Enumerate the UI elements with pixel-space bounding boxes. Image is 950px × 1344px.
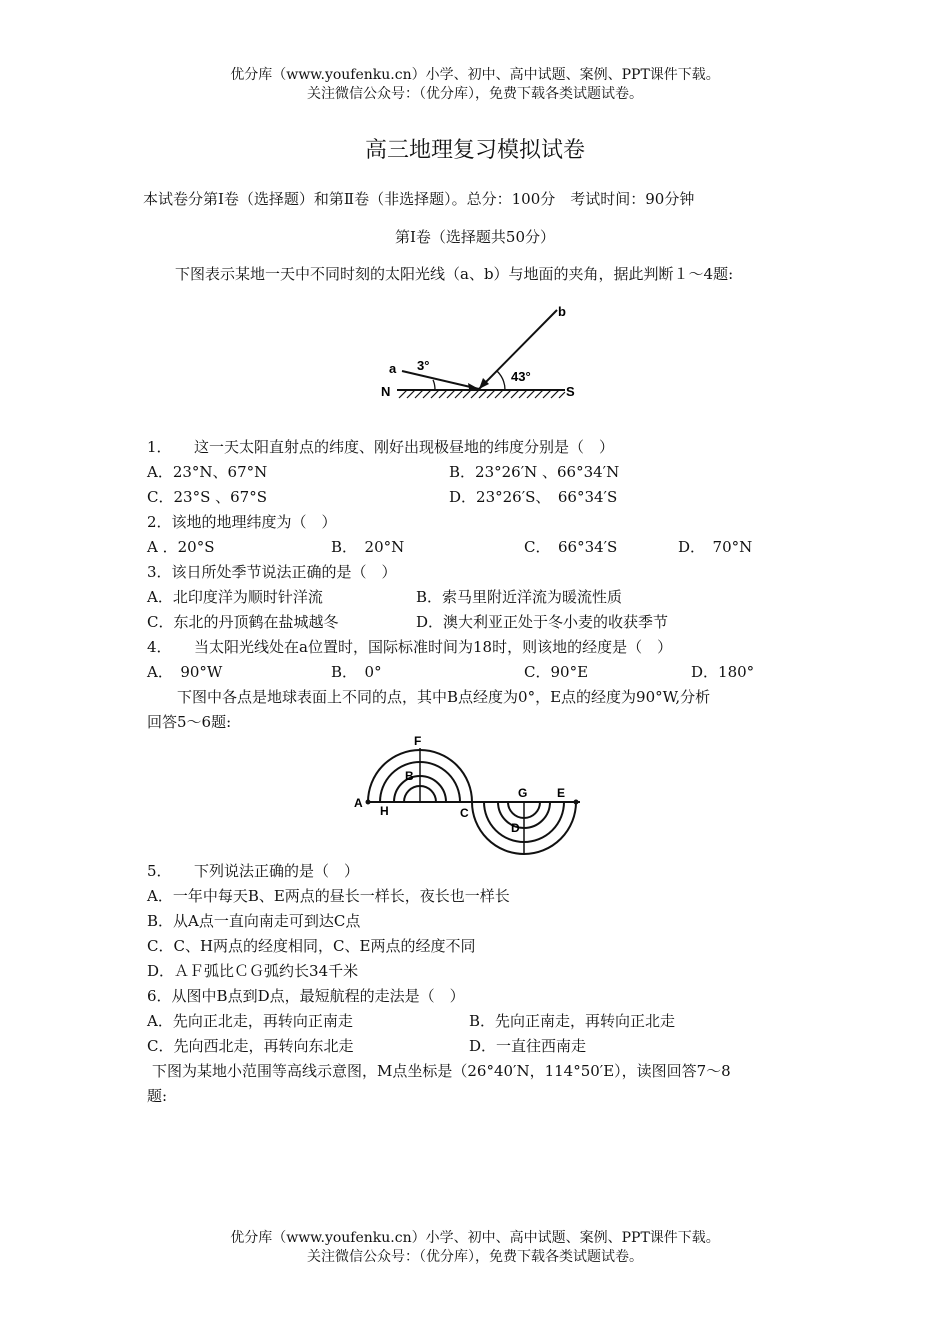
q4-option-b[interactable]: B． 0° (331, 663, 382, 681)
q2-option-d[interactable]: D． 70°N (678, 538, 753, 556)
q6-option-d[interactable]: D．一直往西南走 (469, 1037, 587, 1055)
label-a: a (389, 361, 397, 376)
point-d: D (511, 821, 520, 835)
point-e: E (557, 786, 566, 800)
angle-a-arc (433, 380, 435, 390)
q6-option-c[interactable]: C．先向西北走，再转向东北走 (147, 1037, 354, 1055)
angle-b-arc (497, 371, 505, 390)
q6-option-b[interactable]: B．先向正南走，再转向正北走 (469, 1012, 676, 1030)
header-line-2: 关注微信公众号：（优分库），免费下载各类试题试卷。 (307, 86, 643, 102)
q3-option-a[interactable]: A．北印度洋为顺时针洋流 (147, 588, 323, 606)
section-title: 第Ⅰ卷（选择题共50分） (394, 228, 555, 246)
label-b: b (558, 304, 566, 319)
footer-line-1: 优分库（www.youfenku.cn）小学、初中、高中试题、案例、PPT课件下载。 (230, 1230, 720, 1246)
q1-option-c[interactable]: C．23°S 、67°S (147, 488, 267, 506)
q2-stem: 2．该地的地理纬度为（ ） (147, 513, 337, 531)
point-a: A (354, 796, 363, 810)
q5-option-a[interactable]: A．一年中每天B、E两点的昼长一样长，夜长也一样长 (147, 887, 510, 905)
sun-angle-figure (375, 300, 585, 405)
q5-option-c[interactable]: C．C、H两点的经度相同，C、E两点的经度不同 (147, 937, 476, 955)
q3-option-c[interactable]: C．东北的丹顶鹤在盐城越冬 (147, 613, 339, 631)
q5-option-d[interactable]: D．ＡＦ弧比ＣＧ弧约长34千米 (147, 962, 359, 980)
header-line-1: 优分库（www.youfenku.cn）小学、初中、高中试题、案例、PPT课件下载。 (230, 67, 720, 83)
q3-stem: 3．该日所处季节说法正确的是（ ） (147, 563, 397, 581)
point-c: C (460, 806, 469, 820)
exam-intro: 本试卷分第Ⅰ卷（选择题）和第Ⅱ卷（非选择题）。总分：100分 考试时间：90分钟 (143, 190, 695, 208)
q1-option-a[interactable]: A．23°N、67°N (147, 463, 268, 481)
q6-stem: 6．从图中B点到D点，最短航程的走法是（ ） (147, 987, 465, 1005)
label-n: N (381, 384, 391, 399)
q4-option-c[interactable]: C．90°E (524, 663, 589, 681)
passage-2-line-2: 回答5～6题: (147, 713, 232, 731)
q1-stem: 1． 这一天太阳直射点的纬度、刚好出现极昼地的纬度分别是（ ） (147, 438, 615, 456)
label-s: S (566, 384, 575, 399)
passage-1: 下图表示某地一天中不同时刻的太阳光线（a、b）与地面的夹角，据此判断１～4题: (175, 265, 734, 283)
earth-points-figure (350, 732, 590, 860)
q3-option-d[interactable]: D．澳大利亚正处于冬小麦的收获季节 (416, 613, 669, 631)
point-b: B (405, 769, 414, 783)
passage-2-line-1: 下图中各点是地球表面上不同的点，其中B点经度为0°，E点的经度为90°W,分析 (177, 688, 711, 706)
q1-option-b[interactable]: B．23°26′N 、66°34′N (449, 463, 620, 481)
q4-option-a[interactable]: A． 90°W (147, 663, 223, 681)
point-g: G (518, 786, 528, 800)
point-f: F (414, 734, 422, 748)
q6-option-a[interactable]: A．先向正北走，再转向正南走 (147, 1012, 353, 1030)
angle-a-label: 3° (417, 358, 430, 373)
q1-option-d[interactable]: D．23°26′S、 66°34′S (449, 488, 618, 506)
footer-line-2: 关注微信公众号：（优分库），免费下载各类试题试卷。 (307, 1249, 643, 1265)
passage-3-line-1: 下图为某地小范围等高线示意图，M点坐标是（26°40′N，114°50′E），读图回答7～8 (152, 1062, 731, 1080)
ground-hatch (399, 390, 565, 398)
ray-a-arrowhead (468, 383, 479, 389)
q2-option-b[interactable]: B． 20°N (331, 538, 405, 556)
q4-stem: 4． 当太阳光线处在a位置时，国际标准时间为18时，则该地的经度是（ ） (147, 638, 673, 656)
angle-b-label: 43° (511, 369, 531, 384)
passage-3-line-2: 题: (147, 1087, 168, 1105)
q5-option-b[interactable]: B．从A点一直向南走可到达C点 (147, 912, 361, 930)
q2-option-c[interactable]: C． 66°34′S (524, 538, 618, 556)
page-title: 高三地理复习模拟试卷 (364, 138, 585, 163)
q4-option-d[interactable]: D．180° (691, 663, 755, 681)
ray-a (402, 371, 479, 389)
q5-stem: 5． 下列说法正确的是（ ） (147, 862, 360, 880)
q3-option-b[interactable]: B．索马里附近洋流为暖流性质 (416, 588, 623, 606)
q2-option-a[interactable]: A ．20°S (147, 538, 215, 556)
point-h: H (380, 804, 389, 818)
